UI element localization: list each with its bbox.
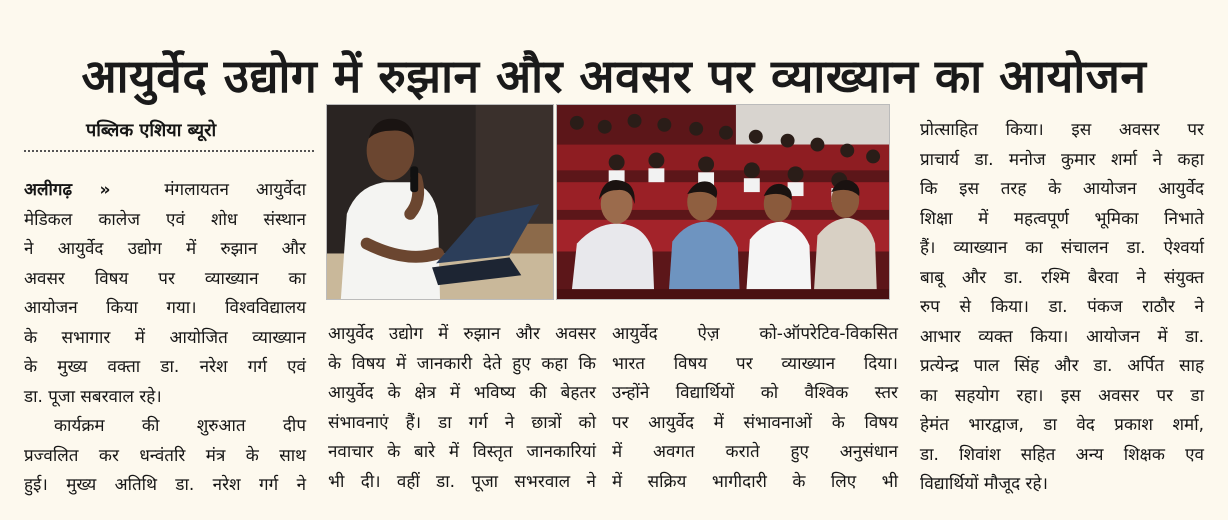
- article-column-3: [612, 320, 898, 497]
- text-line: प्रज्वलित कर धन्वंतरि मंत्र के साथ: [24, 445, 306, 466]
- speaker-photo-illustration: [327, 105, 553, 299]
- text-line: संभावनाएं हैं। डा गर्ग ने छात्रों को: [328, 412, 596, 433]
- text-line: के मुख्य वक्ता डा. नरेश गर्ग एवं: [24, 357, 306, 377]
- text-line: आभार व्यक्त किया। आयोजन में डा.: [920, 326, 1204, 347]
- audience-photo: [556, 104, 890, 300]
- text-line: में अवगत कराते हुए अनुसंधान: [612, 442, 898, 462]
- byline: पब्लिक एशिया ब्यूरो: [86, 120, 217, 141]
- text-line: डा. शिवांश सहित अन्य शिक्षक एव: [920, 444, 1204, 465]
- text-line: आयुर्वेद उद्योग में रुझान और अवसर: [328, 324, 596, 344]
- text-line: अवसर विषय पर व्याख्यान का: [24, 268, 306, 289]
- audience-photo-illustration: [557, 105, 889, 299]
- text-line: ने आयुर्वेद उद्योग में रुझान और: [24, 239, 306, 259]
- article-column-1: [24, 176, 306, 501]
- text-line: प्राचार्य डा. मनोज कुमार शर्मा ने कहा: [920, 149, 1204, 170]
- speaker-photo: [326, 104, 554, 300]
- text-line: भारत विषय पर व्याख्यान दिया।: [612, 353, 898, 374]
- text-line: उन्होंने विद्यार्थियों को वैश्विक स्तर: [612, 383, 898, 403]
- text-line: के विषय में जानकारी देते हुए कहा कि: [328, 353, 596, 374]
- text-line: शिक्षा में महत्वपूर्ण भूमिका निभाते: [920, 208, 1204, 229]
- article-column-4: [920, 116, 1204, 500]
- article-column-2: [328, 320, 596, 497]
- text-line: कि इस तरह के आयोजन आयुर्वेद: [920, 179, 1204, 199]
- text-line-content: मंगलायतन आयुर्वेदा: [164, 180, 307, 200]
- text-line: आयुर्वेद ऐज़ को-ऑपरेटिव-विकसित: [612, 324, 898, 344]
- text-line: प्रोत्साहित किया। इस अवसर पर: [920, 120, 1204, 140]
- headline: आयुर्वेद उद्योग में रुझान और अवसर पर व्याख्यान का आयोजन: [81, 49, 1147, 103]
- text-line: आयुर्वेद के क्षेत्र में भविष्य की बेहतर: [328, 383, 596, 403]
- text-line: रुप से किया। डा. पंकज राठौर ने: [920, 297, 1204, 317]
- text-line: विद्यार्थियों मौजूद रहे।: [920, 474, 1048, 494]
- text-line: मेडिकल कालेज एवं शोध संस्थान: [24, 209, 306, 230]
- text-line-content: कार्यक्रम की शुरुआत दीप: [54, 416, 306, 436]
- text-line: नवाचार के बारे में विस्तृत जानकारियां: [328, 442, 596, 462]
- byline-divider: [24, 150, 314, 152]
- text-line: का सहयोग रहा। इस अवसर पर डा: [920, 385, 1204, 406]
- text-line: में सक्रिय भागीदारी के लिए भी: [612, 471, 898, 492]
- text-line: हैं। व्याख्यान का संचालन डा. ऐश्वर्या: [920, 238, 1204, 258]
- text-line: बाबू और डा. रश्मि बैरवा ने संयुक्त: [920, 267, 1204, 288]
- text-line: डा. पूजा सबरवाल रहे।: [24, 386, 162, 407]
- text-line: [24, 176, 306, 206]
- dateline: अलीगढ़ »: [24, 180, 111, 200]
- text-line: प्रत्येन्द्र पाल सिंह और डा. अर्पित साह: [920, 356, 1204, 376]
- text-line: आयोजन किया गया। विश्वविद्यालय: [24, 298, 306, 318]
- text-line: हेमंत भारद्वाज, डा वेद प्रकाश शर्मा,: [920, 415, 1204, 435]
- text-line: [24, 412, 306, 442]
- text-line: हुई। मुख्य अतिथि डा. नरेश गर्ग ने: [24, 475, 306, 495]
- text-line: के सभागार में आयोजित व्याख्यान: [24, 327, 306, 348]
- text-line: भी दी। वहीं डा. पूजा सभरवाल ने: [328, 471, 596, 492]
- text-line: पर आयुर्वेद में संभावनाओं के विषय: [612, 412, 898, 433]
